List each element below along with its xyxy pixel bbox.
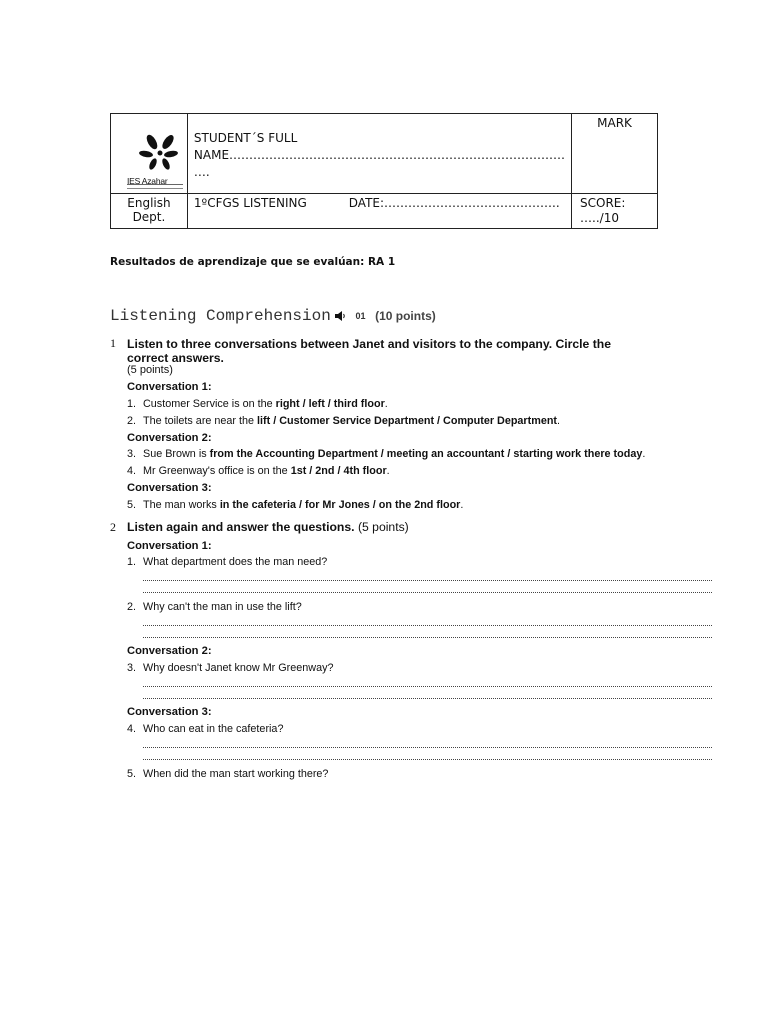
section-title-text: Listening Comprehension — [110, 307, 331, 325]
answer-line[interactable] — [143, 637, 712, 638]
exercise-2-question-2: 2. Why can't the man in use the lift? — [127, 601, 302, 613]
mark-cell[interactable] — [572, 114, 658, 194]
student-name-cell[interactable] — [187, 114, 571, 194]
circle-options[interactable]: lift / Customer Service Department / Computer Department — [257, 415, 558, 427]
score-value: …../10 — [580, 211, 619, 225]
exercise-2-question-4: 4. Who can eat in the cafeteria? — [127, 723, 284, 735]
score-cell[interactable] — [572, 194, 658, 229]
exercise-1-points: (5 points) — [127, 364, 173, 376]
section-title — [110, 307, 436, 325]
exercise-2-points: (5 points) — [357, 520, 409, 534]
exercise-1-conversation-3: Conversation 3: — [127, 482, 212, 494]
dept-cell — [111, 194, 188, 229]
circle-options[interactable]: in the cafeteria / for Mr Jones / on the 2nd floor — [219, 499, 461, 511]
exercise-2-conversation-1: Conversation 1: — [127, 540, 212, 552]
student-name-label: STUDENT´S FULL — [193, 131, 298, 145]
exercise-1-conversation-2: Conversation 2: — [127, 432, 212, 444]
dept-label: English Dept. — [127, 196, 171, 224]
exercise-2-instruction: Listen again and answer the questions. (5 points) — [127, 520, 409, 534]
header-table — [110, 113, 658, 229]
date-field[interactable]: DATE:…………………………………….. — [348, 196, 560, 210]
track-number: 01 — [355, 310, 366, 321]
level-label: 1ºCFGS LISTENING — [193, 196, 307, 210]
circle-options[interactable]: right / left / third floor — [275, 398, 385, 410]
exercise-2-question-3: 3. Why doesn't Janet know Mr Greenway? — [127, 662, 334, 674]
answer-line[interactable] — [143, 625, 712, 626]
school-logo — [125, 138, 189, 186]
speaker-icon — [335, 311, 346, 321]
answer-line[interactable] — [143, 759, 712, 760]
exercise-1-item-2: 2. The toilets are near the lift / Customer Service Department / Computer Department. — [127, 415, 561, 427]
level-date-cell[interactable] — [187, 194, 571, 229]
exercise-1-item-4: 4. Mr Greenway's office is on the 1st / 2nd / 4th floor. — [127, 465, 390, 477]
answer-line[interactable] — [143, 698, 712, 699]
circle-options[interactable]: from the Accounting Department / meeting an accountant / starting work there today — [209, 448, 643, 460]
flower-logo-icon — [135, 132, 185, 172]
learning-outcomes-line: Resultados de aprendizaje que se evalúan: RA 1 — [110, 256, 396, 268]
answer-line[interactable] — [143, 592, 712, 593]
exercise-1-instruction — [127, 338, 627, 365]
logo-text: IES Azahar — [127, 176, 168, 186]
exercise-1-conversation-1: Conversation 1: — [127, 381, 212, 393]
section-points: (10 points) — [375, 308, 436, 323]
exercise-2-question-5: 5. When did the man start working there? — [127, 768, 329, 780]
exercise-2-conversation-2: Conversation 2: — [127, 645, 212, 657]
exercise-1-item-1: 1. Customer Service is on the right / left / third floor. — [127, 398, 388, 410]
logo-cell — [111, 114, 188, 194]
exercise-1-number: 1 — [110, 336, 116, 350]
answer-line[interactable] — [143, 580, 712, 581]
score-label: SCORE: — [580, 196, 626, 210]
mark-label: MARK — [597, 116, 632, 130]
answer-line[interactable] — [143, 747, 712, 748]
exercise-1-instruction-line2: correct answers. — [127, 350, 224, 365]
exercise-2-question-1: 1. What department does the man need? — [127, 556, 328, 568]
student-name-line: NAME………………………………………………………………………… …. — [193, 148, 566, 179]
exercise-2-number: 2 — [110, 520, 116, 534]
exercise-1-item-3: 3. Sue Brown is from the Accounting Department / meeting an accountant / starting work there today. — [127, 448, 646, 460]
exercise-1-instruction-line1: Listen to three conversations between Janet and visitors to the company. Circle the — [127, 337, 612, 351]
exercise-1-item-5: 5. The man works in the cafeteria / for Mr Jones / on the 2nd floor. — [127, 499, 464, 511]
logo-underline — [127, 184, 183, 189]
exercise-2-conversation-3: Conversation 3: — [127, 706, 212, 718]
circle-options[interactable]: 1st / 2nd / 4th floor — [290, 465, 387, 477]
answer-line[interactable] — [143, 686, 712, 687]
